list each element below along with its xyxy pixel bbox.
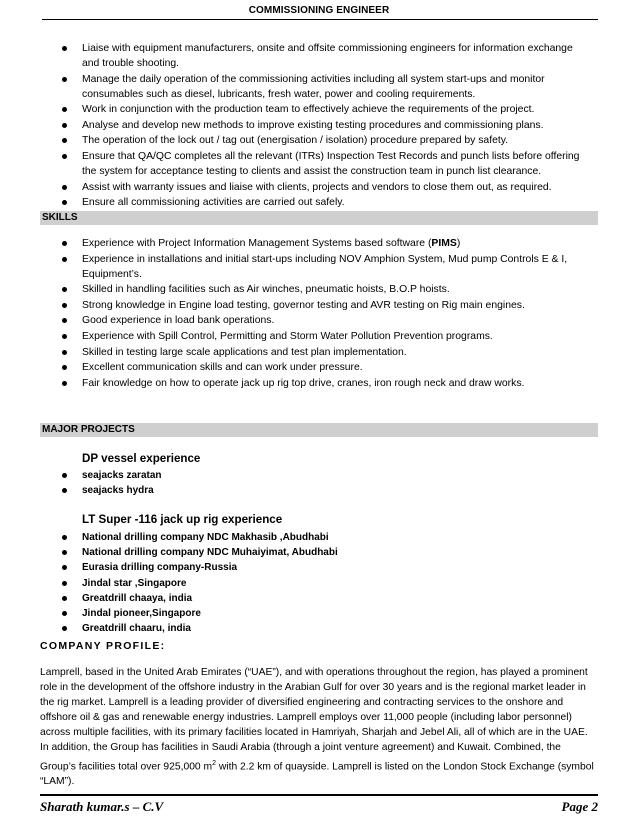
bullet-icon (62, 287, 67, 292)
list-item: Strong knowledge in Engine load testing, governor testing and AVR testing on Rig main engines. (0, 298, 592, 313)
bullet-icon (62, 581, 67, 586)
bullet-icon (62, 107, 67, 112)
list-item: Experience with Spill Control, Permitting and Storm Water Pollution Prevention programs. (0, 329, 592, 344)
bullet-icon (62, 565, 67, 570)
list-item: Work in conjunction with the production team to effectively achieve the requirements of the project. (0, 102, 592, 117)
project-group-title: DP vessel experience (82, 452, 201, 465)
list-item: Skilled in testing large scale applications and test plan implementation. (0, 345, 592, 360)
footer-page-number: Page 2 (561, 799, 598, 814)
bullet-icon (62, 611, 67, 616)
bullet-icon (62, 334, 67, 339)
project-list (0, 530, 592, 636)
bullet-icon (62, 550, 67, 555)
list-item: Assist with warranty issues and liaise with clients, projects and vendors to close them out, as required. (0, 180, 592, 195)
list-item: Ensure that QA/QC completes all the relevant (ITRs) Inspection Test Records and punch lists before offering the system for acceptance testing to clients and assist the construction team in punch list clearance. (0, 149, 592, 179)
list-item: Ensure all commissioning activities are carried out safely. (0, 195, 592, 210)
list-item: Eurasia drilling company-Russia (0, 560, 592, 575)
list-item: Greatdrill chaaru, india (0, 621, 592, 636)
list-item: seajacks hydra (0, 483, 592, 498)
bullet-icon (62, 626, 67, 631)
bullet-icon (62, 350, 67, 355)
bullet-icon (62, 473, 67, 478)
list-item: Liaise with equipment manufacturers, onsite and offsite commissioning engineers for information exchange and trouble shooting. (0, 41, 592, 71)
list-item: Experience in installations and initial start-ups including NOV Amphion System, Mud pump Controls E & I, Equipment’s. (0, 252, 592, 282)
list-item: National drilling company NDC Muhaiyimat, Abudhabi (0, 545, 592, 560)
list-item: seajacks zaratan (0, 468, 592, 483)
bullet-icon (62, 77, 67, 82)
bullet-icon (62, 488, 67, 493)
bullet-icon (62, 381, 67, 386)
bullet-icon (62, 185, 67, 190)
company-profile-text: Lamprell, based in the United Arab Emirates (“UAE”), and with operations throughout the region, has played a prominent role in the development of the offshore industry in the Arabian Gulf for over 30 years and is the regional market leader in the rig market. Lamprell is a leading provider of diversified engineering and contracting services to the onshore and offshore oil & gas and renewable energy industries. Lamprell employs over 11,000 people (including labor personnel) across multiple facilities, with its primary facilities located in Hamriyah, Sharjah and Jebel Ali, all of which are in the UAE. In addition, the Group has facilities in Saudi Arabia (through a joint venture agreement) and Kuwait. Combined, the Group’s facilities total over 925,000 $m^2$ with 2.2 km of quayside. Lamprell is listed on the London Stock Exchange (symbol “LAM”). (40, 667, 594, 788)
list-item: The operation of the lock out / tag out (energisation / isolation) procedure prepared by safety. (0, 133, 592, 148)
footer-author: Sharath kumar.s – C.V (40, 799, 164, 814)
list-item: Manage the daily operation of the commissioning activities including all system start-ups and monitor consumables such as diesel, lubricants, fresh water, power and cooling requirements. (0, 72, 592, 102)
skills-heading: SKILLS (40, 211, 598, 225)
list-item: Excellent communication skills and can work under pressure. (0, 360, 592, 375)
projects-heading: MAJOR PROJECTS (40, 423, 598, 437)
duties-list (0, 41, 592, 211)
bullet-icon (62, 154, 67, 159)
list-item: Greatdrill chaaya, india (0, 591, 592, 606)
bullet-icon (62, 123, 67, 128)
bullet-icon (62, 257, 67, 262)
bullet-icon (62, 200, 67, 205)
bullet-icon (62, 365, 67, 370)
list-item: Analyse and develop new methods to improve existing testing procedures and commissioning plans. (0, 118, 592, 133)
page-header-title: COMMISSIONING ENGINEER (248, 5, 390, 16)
bullet-icon (62, 46, 67, 51)
list-item: Jindal star ,Singapore (0, 576, 592, 591)
bullet-icon (62, 596, 67, 601)
project-group-title: LT Super -116 jack up rig experience (82, 513, 283, 526)
list-item: National drilling company NDC Makhasib ,Abudhabi (0, 530, 592, 545)
skills-list (0, 236, 592, 391)
list-item: Good experience in load bank operations. (0, 313, 592, 328)
bullet-icon (62, 535, 67, 540)
list-item: Jindal pioneer,Singapore (0, 606, 592, 621)
list-item: Experience with Project Information Management Systems based software (PIMS) (0, 236, 592, 251)
company-profile-heading: COMPANY PROFILE: (40, 640, 166, 652)
bullet-icon (62, 318, 67, 323)
list-item: Fair knowledge on how to operate jack up rig top drive, cranes, iron rough neck and draw works. (0, 376, 592, 391)
bullet-icon (62, 303, 67, 308)
footer-divider (40, 794, 598, 796)
bullet-icon (62, 241, 67, 246)
header-divider (42, 19, 598, 20)
list-item: Skilled in handling facilities such as Air winches, pneumatic hoists, B.O.P hoists. (0, 282, 592, 297)
bullet-icon (62, 138, 67, 143)
project-list (0, 468, 592, 498)
